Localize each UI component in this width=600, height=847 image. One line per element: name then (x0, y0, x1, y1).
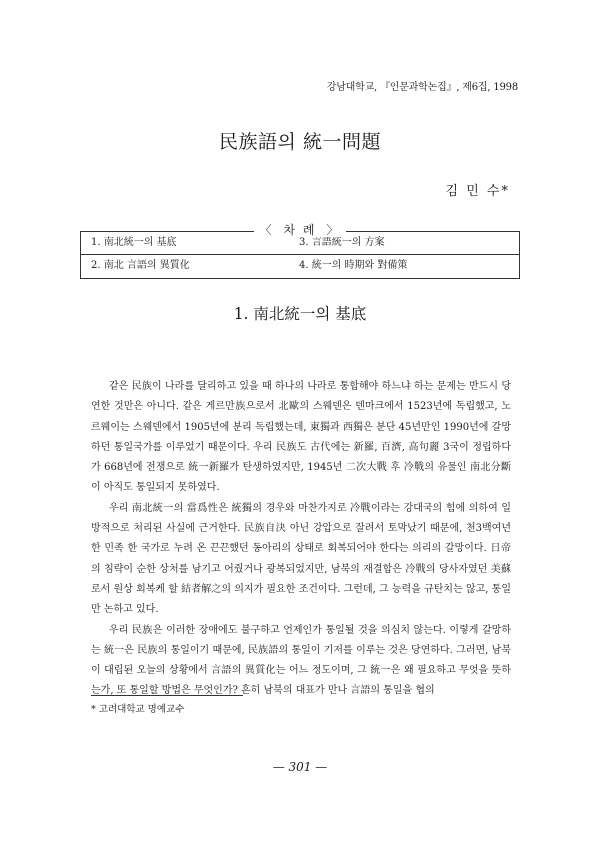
toc-item: 1. 南北統一의 基底 (81, 232, 289, 255)
toc-grid (81, 232, 519, 278)
paragraph: 같은 民族이 나라를 달리하고 있을 때 하나의 나라로 통합해야 하느냐 하는 문제는 반드시 당연한 것만은 아니다. 같은 게르만族으로서 北歐의 스웨덴은 덴마크에서 1523년에 독립했고, 노르웨이는 스웨덴에서 1905년에 분리 독립했는데, 東獨과 西獨은 분단 45년만인 1990년에 갈망하던 통일국가를 이루었기 때문이다. 우리 民族도 古代에는 新羅, 百濟, 高句麗 3국이 정립하다가 668년에 전쟁으로 統一新羅가 탄생하였지만, 1945년 二次大戰 후 冷戰의 유물인 南北分斷이 아직도 통일되지 못하였다. (91, 381, 511, 494)
toc-caption-text: 차 례 (280, 223, 321, 237)
paragraph: 우리 南北統一의 當爲性은 統獨의 경우와 마찬가지로 冷戰이라는 강대국의 힘에 의하여 일방적으로 처리된 사실에 근거한다. 民族自決 아닌 강압으로 잘려서 토막났기 때문에, 천3백여년 한 민족 한 국가로 누려 온 끈끈했던 동아리의 상태로 회복되어야 한다는 의리의 갈망이다. 日帝의 침략이 순한 상처를 남기고 어줬거나 광복되었지만, 남북의 재결합은 冷戰의 당사자였던 美蘇로서 원상 회복케 할 結者解之의 의지가 필요한 조건이다. 그런데, 그 능력을 규탄치는 않고, 통일만 논하고 있다. (91, 502, 511, 616)
article-title: 民族語의 統一問題 (219, 131, 381, 153)
toc-caption: 〈 차 례 〉 (254, 223, 347, 237)
author-name: 김 민 수* (445, 184, 510, 199)
toc-item: 3. 言語統一의 方案 (289, 232, 519, 255)
toc-item: 2. 南北 言語의 異質化 (91, 260, 190, 271)
table-of-contents (80, 231, 520, 279)
paragraph: 우리 民族은 이러한 장애에도 불구하고 언제인가 통일될 것을 의심치 않는다. 이렇게 갈망하는 統一은 民族의 통일이기 때문에, 民族語의 통일이 기저를 이루는 것은 당연하다. 그러면, 남북이 대립된 오늘의 상황에서 言語의 異質化는 어느 정도이며, 그 統一은 왜 필요하고 무엇을 뜻하는가, 또 통일할 방법은 무엇인가? 흔히 남북의 대표가 만나 言語의 통일을 협의 (91, 624, 511, 697)
journal-header: 강남대학교, 『인문과학논집』, 제6집, 1998 (326, 82, 518, 93)
body-text (91, 377, 511, 702)
toc-caption-wrap (0, 221, 600, 238)
footnote: * 고려대학교 명예교수 (91, 704, 185, 715)
section-heading: 1. 南北統一의 基底 (233, 305, 367, 323)
footnote-divider (91, 695, 243, 696)
toc-item: 4. 統一의 時期와 對備策 (299, 260, 408, 271)
page-number: — 301 — (272, 760, 328, 774)
